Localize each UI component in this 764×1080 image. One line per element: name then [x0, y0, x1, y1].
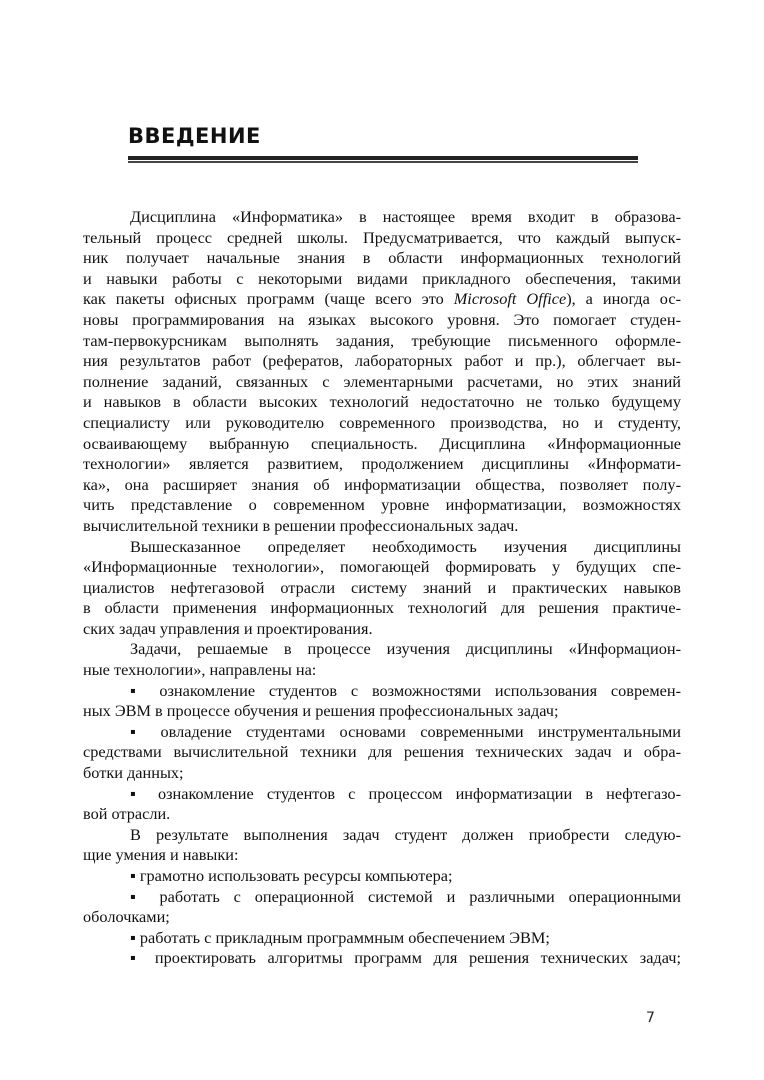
text-line: «Информационные технологии», помогающей формировать у будущих спе-	[83, 557, 681, 577]
text-line: тельный процесс средней школы. Предусматривается, что каждый выпуск-	[83, 227, 681, 247]
text-line: Задачи, решаемые в процессе изучения дисциплины «Информацион-	[130, 639, 681, 659]
body-text	[83, 207, 681, 969]
text-line: новы программирования на языках высокого уровня. Это помогает студен-	[83, 309, 681, 329]
text-line: технологии» является развитием, продолжением дисциплины «Информати-	[83, 454, 681, 474]
bullet-item-line: ▪ ознакомление студентов с процессом информатизации в нефтегазо-	[130, 783, 681, 803]
rule-thin-line	[128, 161, 638, 163]
text-line: в области применения информационных технологий для решения практиче-	[83, 598, 681, 618]
bullet-item-line: ▪ работать с операционной системой и различными операционными	[130, 886, 681, 906]
text-line: специалисту или руководителю современного производства, но и студенту,	[83, 412, 681, 432]
text-line: ка», она расширяет знания об информатизации общества, позволяет полу-	[83, 474, 681, 494]
text-fragment: ), а иногда ос-	[566, 289, 681, 309]
bullet-item-line: ▪ грамотно использовать ресурсы компьютера;	[130, 866, 453, 885]
text-line: ные технологии», направлены на:	[83, 660, 317, 680]
text-line: и навыков в области высоких технологий недостаточно не только будущему	[83, 392, 681, 412]
bullet-item-line: ▪ овладение студентами основами современными инструментальными	[130, 721, 681, 741]
text-line: и навыки работы с некоторыми видами прикладного обеспечения, такими	[83, 268, 681, 288]
text-line: вычислительной техники в решении профессиональных задач.	[83, 515, 519, 535]
text-line: Дисциплина «Информатика» в настоящее время входит в образова-	[130, 207, 681, 226]
bullet-item-line: оболочками;	[83, 907, 170, 927]
bullet-item-line: ▪ ознакомление студентов с возможностями использования современ-	[130, 680, 681, 700]
italic-term: Microsoft Office	[453, 289, 567, 309]
rule-thick-line	[128, 156, 638, 160]
bullet-item-line: ных ЭВМ в процессе обучения и решения профессиональных задач;	[83, 701, 559, 721]
text-line: чить представление о современном уровне информатизации, возможностях	[83, 495, 681, 515]
text-line: В результате выполнения задач студент должен приобрести следую-	[130, 824, 681, 844]
text-line: щие умения и навыки:	[83, 845, 239, 865]
page-number: 7	[646, 1010, 655, 1026]
text-line: ских задач управления и проектирования.	[83, 618, 373, 638]
title-underline-rule	[128, 156, 638, 163]
bullet-item-line: вой отрасли.	[83, 804, 171, 824]
bullet-item-line: ▪ работать с прикладным программным обеспечением ЭВМ;	[130, 927, 550, 947]
text-line: осваивающему выбранную специальность. Дисциплина «Информационные	[83, 433, 681, 453]
text-line: ник получает начальные знания в области информационных технологий	[83, 248, 681, 268]
bullet-item-line: ботки данных;	[83, 763, 184, 783]
page-title: ВВЕДЕНИЕ	[128, 124, 261, 148]
text-line: циалистов нефтегазовой отрасли систему знаний и практических навыков	[83, 577, 681, 597]
text-line: Вышесказанное определяет необходимость изучения дисциплины	[130, 536, 681, 556]
text-line: полнение заданий, связанных с элементарными расчетами, но этих знаний	[83, 371, 681, 391]
bullet-item-line: ▪ проектировать алгоритмы программ для решения технических задач;	[130, 948, 681, 968]
text-fragment: как пакеты офисных программ (чаще всего это	[83, 289, 454, 309]
bullet-item-line: средствами вычислительной техники для решения технических задач и обра-	[83, 742, 681, 762]
text-line: ния результатов работ (рефератов, лабораторных работ и пр.), облегчает вы-	[83, 351, 681, 371]
text-line	[83, 289, 681, 310]
text-line: там-первокурсникам выполнять задания, требующие письменного оформле-	[83, 330, 681, 350]
